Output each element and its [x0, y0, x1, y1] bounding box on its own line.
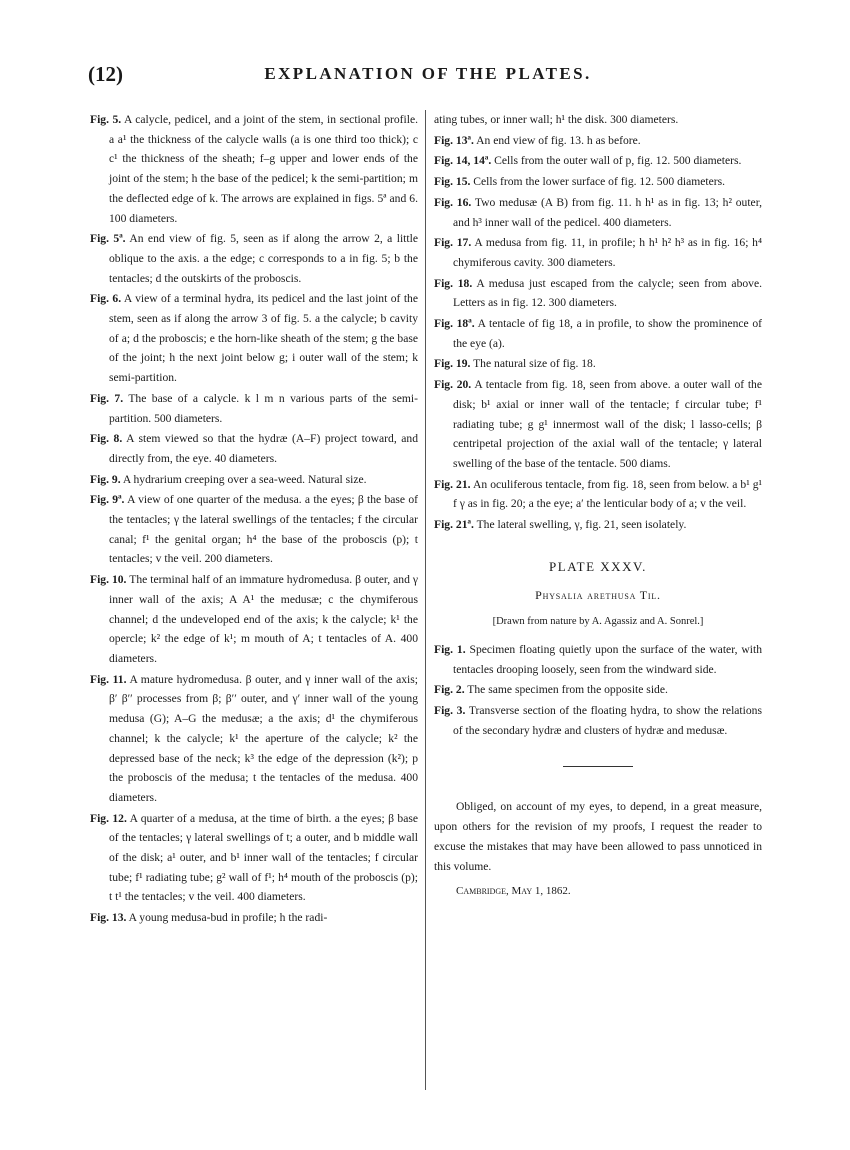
figure-entry — [434, 172, 762, 192]
figure-description: A medusa from fig. 11, in profile; h h¹ h² h³ as in fig. 16; h⁴ chymiferous cavity. 300 diameters. — [453, 236, 763, 269]
figure-label: Fig. 17. — [434, 236, 472, 250]
figure-description: A young medusa-bud in profile; h the radi- — [128, 911, 328, 925]
figure-entry — [90, 470, 418, 490]
figure-label: Fig. 9ª. — [90, 493, 125, 507]
figure-label: Fig. 16. — [434, 195, 472, 209]
figure-entry — [434, 375, 762, 474]
figure-entry — [434, 640, 762, 679]
figure-description: A medusa just escaped from the calycle; seen from above. Letters as in fig. 12. 300 diameters. — [453, 276, 763, 310]
figure-label: Fig. 13ª. — [434, 133, 474, 147]
figure-entry — [434, 515, 762, 535]
figure-label: Fig. 6. — [90, 292, 122, 306]
species-name: Physalia arethusa Til. — [535, 588, 661, 603]
column-divider — [425, 110, 426, 1090]
figure-description: Cells from the lower surface of fig. 12. 500 diameters. — [473, 175, 726, 189]
left-column — [90, 110, 418, 929]
page-number: (12) — [88, 62, 123, 86]
figure-entry — [90, 429, 418, 468]
figure-description: A hydrarium creeping over a sea-weed. Natural size. — [122, 472, 367, 486]
figure-entry — [434, 151, 762, 171]
figure-entry — [434, 314, 762, 353]
figure-description: A tentacle of fig 18, a in profile, to show the prominence of the eye (a). — [453, 317, 762, 350]
figure-label: Fig. 10. — [90, 573, 127, 587]
figure-label: Fig. 8. — [90, 432, 123, 446]
plate-title: PLATE XXXV. — [549, 558, 647, 574]
figure-label: Fig. 1. — [434, 642, 466, 656]
figure-description: Transverse section of the floating hydra, to show the relations of the secondary hydræ and clusters of hydræ and medusæ. — [453, 703, 762, 737]
figure-label: Fig. 7. — [90, 391, 124, 405]
figure-description: The terminal half of an immature hydromedusa. β outer, and γ inner wall of the axis; A A¹ the medusæ; c the chymiferous channel; d the undeveloped end of the axis; k the calycle; k¹ the opercle; k² the edge of k¹; m mouth of A; t tentacles of A. 400 diameters. — [109, 573, 418, 665]
figure-label: Fig. 14, 14ª. — [434, 154, 492, 168]
figure-entry — [434, 680, 762, 700]
figure-label: Fig. 9. — [90, 472, 121, 486]
figure-description: Two medusæ (A B) from fig. 11. h h¹ as in fig. 13; h² outer, and h³ inner wall of the pedicel. 400 diameters. — [453, 195, 762, 229]
figure-label: Fig. 18. — [434, 276, 473, 290]
author-note: Obliged, on account of my eyes, to depend, in a great measure, upon others for the revision of my proofs, I request the reader to excuse the mistakes that may have been allowed to pass unnoticed in this volume. — [434, 800, 762, 873]
figure-label: Fig. 15. — [434, 175, 471, 189]
figure-entry — [434, 701, 762, 740]
figure-entry — [434, 475, 762, 514]
figure-entry — [90, 809, 418, 908]
right-column — [434, 110, 762, 902]
figure-label: Fig. 5. — [90, 113, 122, 126]
ornament-rule — [563, 766, 633, 767]
figure-entry — [434, 354, 762, 374]
figure-entry — [434, 193, 762, 232]
figure-label: Fig. 19. — [434, 357, 471, 371]
figure-label: Fig. 21ª. — [434, 518, 474, 532]
figure-description: The lateral swelling, γ, fig. 21, seen isolately. — [476, 518, 687, 532]
figure-entry — [434, 274, 762, 313]
figure-description: Specimen floating quietly upon the surface of the water, with tentacles drooping loosely, seen from the windward side. — [453, 642, 762, 676]
figure-entry — [90, 389, 418, 428]
figure-description: A view of one quarter of the medusa. a the eyes; β the base of the tentacles; γ the lateral swellings of the tentacles; f the circular canal; f¹ the genital organ; h⁴ the base of the proboscis (p); t tentacles; v the veil. 200 diameters. — [109, 493, 418, 566]
figure-entry — [90, 490, 418, 569]
figure-description: An end view of fig. 13. h as before. — [476, 133, 641, 147]
figure-description: A view of a terminal hydra, its pedicel and the last joint of the stem, seen as if along the arrow 3 of fig. 5. a the calycle; b cavity of a; d the proboscis; e the horn-like sheath of the stem; g the base of the joint; h the next joint below g; i outer wall of the stem; k semi-partition. — [109, 292, 418, 385]
figure-label: Fig. 20. — [434, 378, 472, 392]
figure-description: A stem viewed so that the hydræ (A–F) project toward, and directly from, the eye. 40 diameters. — [109, 432, 419, 465]
figure-entry — [434, 233, 762, 272]
figure-description: An oculiferous tentacle, from fig. 18, seen from below. a b¹ g¹ f γ as in fig. 20; a the eye; a′ the lenticular body of a; v the veil. — [453, 477, 763, 511]
figure-entry — [90, 570, 418, 669]
figure-label: Fig. 18ª. — [434, 317, 475, 331]
figure-label: Fig. 3. — [434, 703, 466, 717]
figure-description: The base of a calycle. k l m n various parts of the semi-partition. 500 diameters. — [109, 391, 418, 425]
figure-entry — [90, 110, 418, 228]
page-header — [88, 62, 768, 92]
figure-entry — [434, 131, 762, 151]
figure-label: Fig. 21. — [434, 477, 471, 491]
figure-label: Fig. 13. — [90, 911, 127, 925]
figure-label: Fig. 11. — [90, 672, 127, 686]
figure-description: Cells from the outer wall of p, fig. 12. 500 diameters. — [494, 154, 742, 168]
running-title: EXPLANATION OF THE PLATES. — [264, 64, 592, 83]
figure-description: The natural size of fig. 18. — [473, 357, 596, 371]
figure-label: Fig. 12. — [90, 811, 127, 825]
figure-entry — [90, 670, 418, 808]
figure-description: A calycle, pedicel, and a joint of the stem, in sectional profile. a a¹ the thickness of the calycle walls (a is one third too thick); c c¹ the thickness of the sheath; f–g upper and lower ends of the joint of the stem; h the base of the pedicel; k the semi-partition; m the deflected edge of k. The arrows are explained in figs. 5ª and 6. 100 diameters. — [109, 113, 419, 225]
figure-entry — [90, 908, 418, 928]
figure-description: An end view of fig. 5, seen as if along the arrow 2, a little oblique to the axis. a the edge; c corresponds to a in fig. 5; b the tentacles; d the outskirts of the proboscis. — [109, 232, 418, 285]
figure-label: Fig. 5ª. — [90, 232, 126, 246]
continued-text: ating tubes, or inner wall; h¹ the disk. 300 diameters. — [434, 113, 679, 126]
note-date: Cambridge, May 1, 1862. — [456, 885, 571, 898]
figure-description: A mature hydromedusa. β outer, and γ inner wall of the axis; β′ β′′ processes from β; β′′ outer, and γ′ inner wall of the young medusa (G); A–G the medusæ; a the axis; d¹ the chymiferous channel; k the calycle; k¹ the aperture of the calycle; k² the depressed base of the neck; k³ the edge of the depression (k²); p the proboscis of the medusa; t the tentacles of the medusa. 400 diameters. — [109, 672, 419, 804]
figure-description: The same specimen from the opposite side. — [467, 683, 668, 697]
figure-entry — [90, 229, 418, 288]
figure-label: Fig. 2. — [434, 683, 465, 697]
figure-description: A tentacle from fig. 18, seen from above. a outer wall of the disk; b¹ axial or inner wall of the tentacle; f circular tube; f¹ radiating tube; g g¹ innermost wall of the disk; l lasso-cells; β centripetal projection of the axial wall of the tentacle; γ lateral swelling of the base of the tentacle. 500 diams. — [453, 378, 763, 470]
figure-entry — [90, 289, 418, 388]
drawn-credit: [Drawn from nature by A. Agassiz and A. Sonrel.] — [492, 616, 704, 628]
figure-description: A quarter of a medusa, at the time of birth. a the eyes; β base of the tentacles; γ lateral swellings of t; a outer, and b middle wall of the disk; a¹ outer, and b¹ inner wall of the tentacles; f circular tube; f¹ radiating tube; g² wall of f¹; h⁴ mouth of the proboscis (p); t t¹ the tentacles; v the veil. 400 diameters. — [109, 811, 418, 904]
